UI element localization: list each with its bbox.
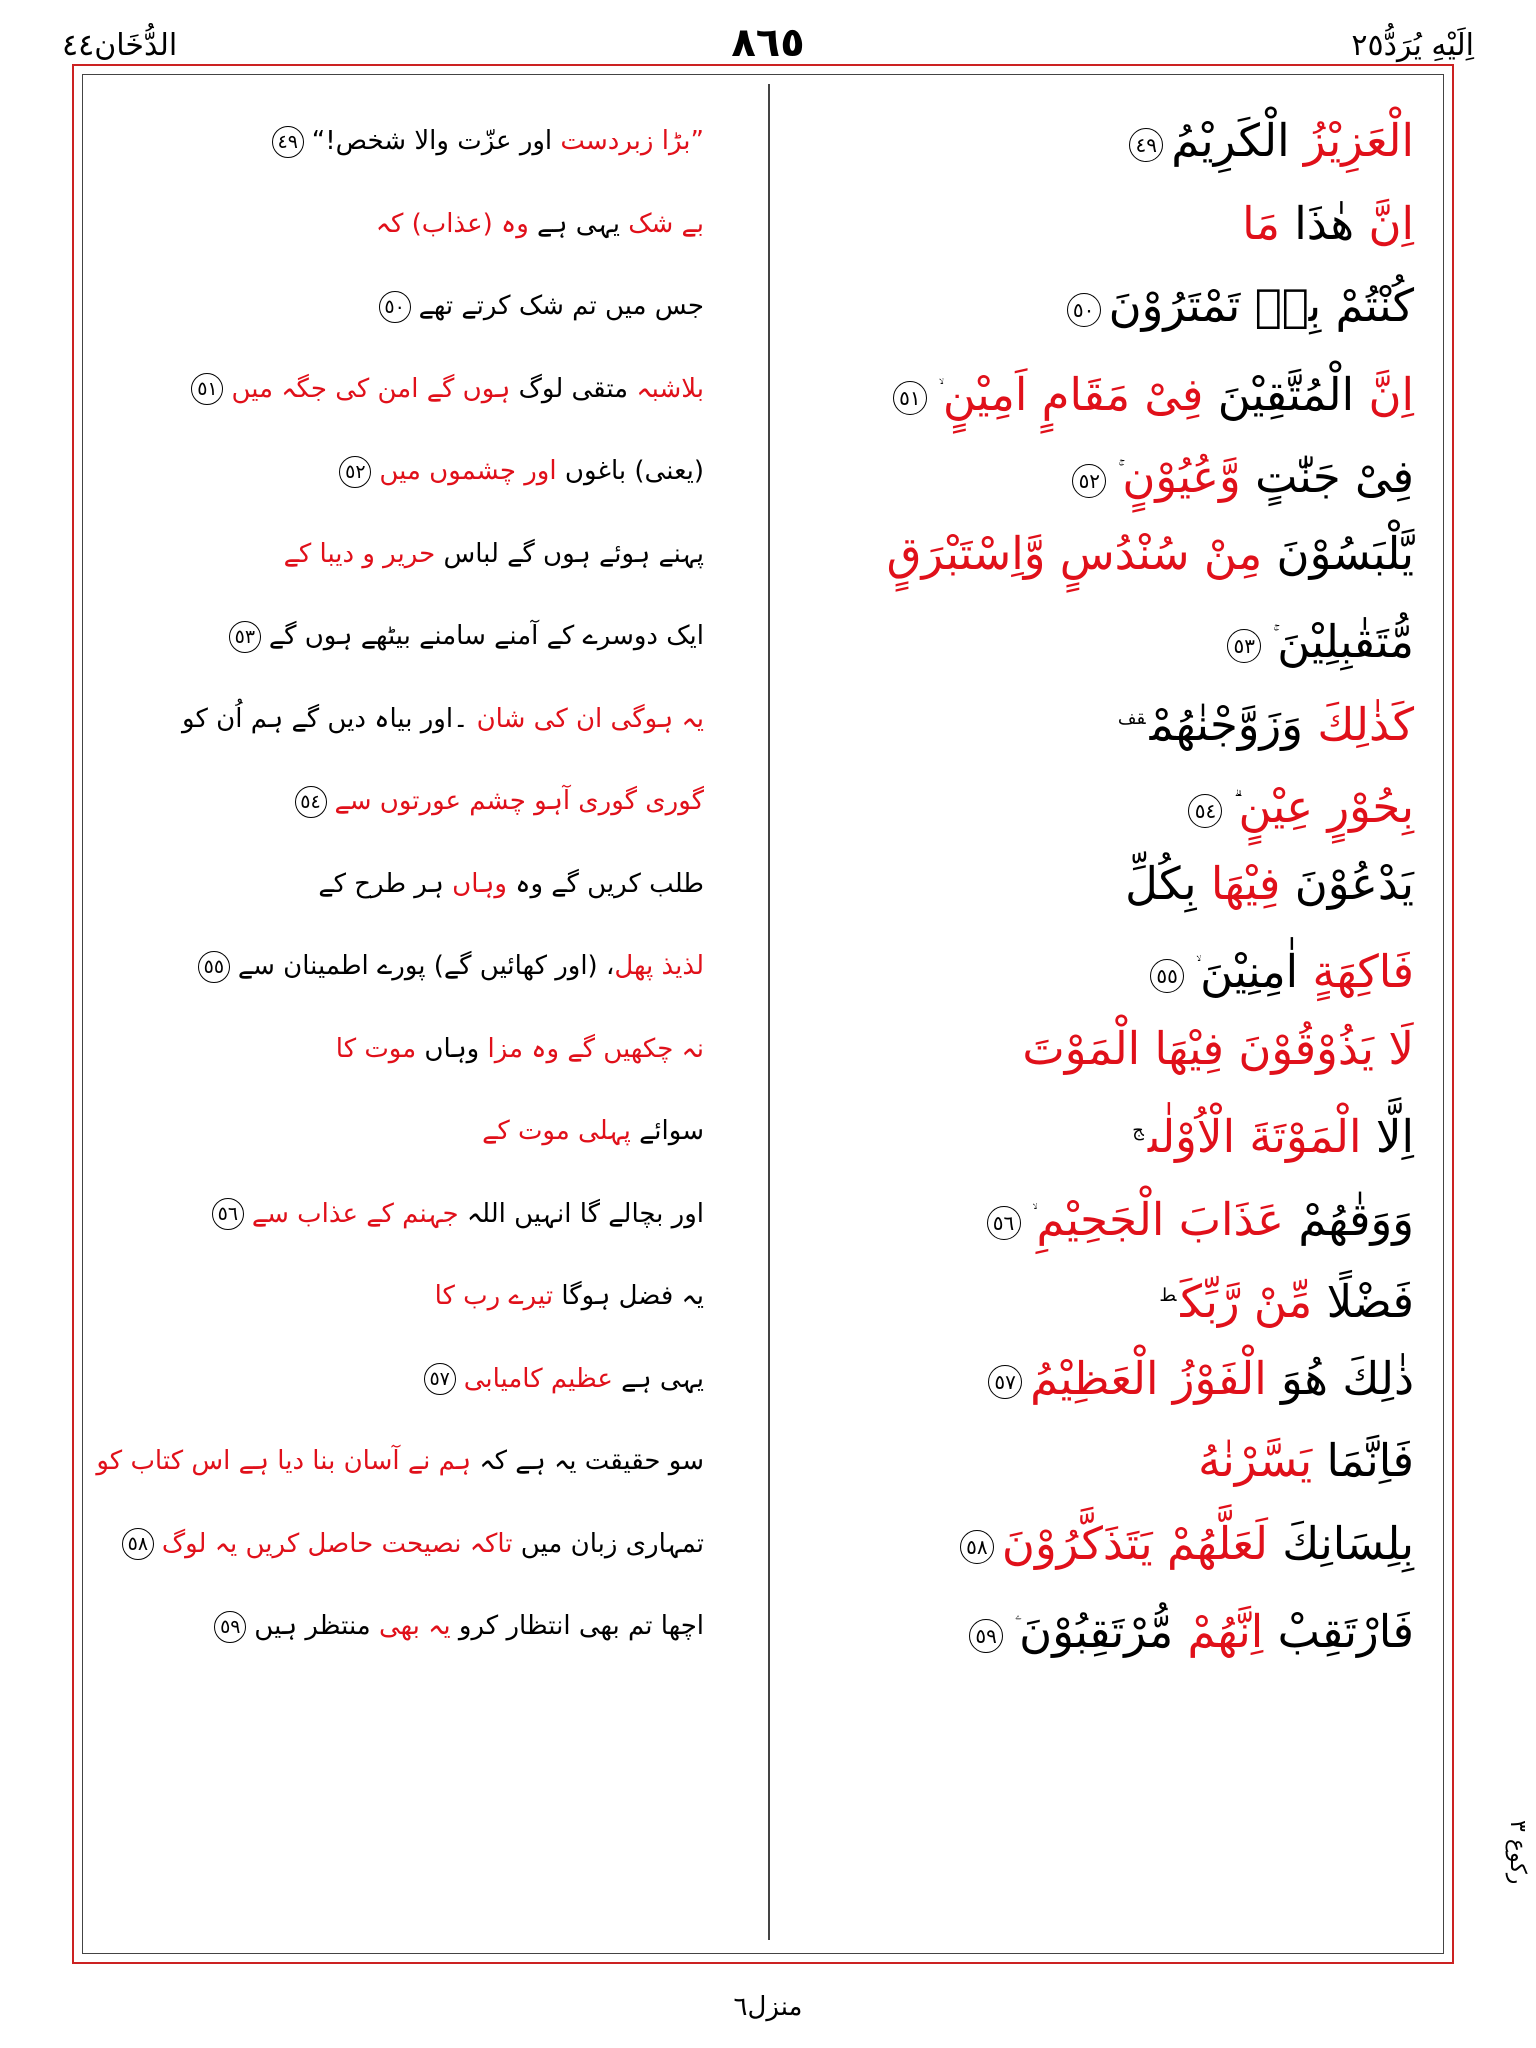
urdu-translation xyxy=(104,513,704,595)
arabic-segment: مُّتَقٰبِلِيْنَ xyxy=(1277,615,1414,668)
arabic-text xyxy=(794,1338,1414,1420)
urdu-segment: اچھا تم بھی انتظار کرو xyxy=(450,1611,704,1641)
arabic-text xyxy=(794,1255,1414,1343)
urdu-segment: یہ بھی xyxy=(379,1611,451,1641)
arabic-text xyxy=(794,760,1414,848)
urdu-segment: منتظر ہیں xyxy=(254,1611,379,1641)
arabic-segment: كُنْتُمْ بِهٖ تَمْتَرُوْنَ xyxy=(1108,279,1414,332)
arabic-text xyxy=(794,513,1414,595)
urdu-segment: طلب کریں گے وہ xyxy=(506,868,704,899)
arabic-segment: لَعَلَّهُمْ يَتَذَكَّرُوْنَ xyxy=(1001,1516,1268,1570)
urdu-segment: بلاشبہ xyxy=(636,373,704,404)
surah-name-header: الدُّخَان٤٤ xyxy=(62,28,178,63)
urdu-segment: تمہاری زبان میں xyxy=(512,1528,704,1559)
urdu-translation xyxy=(104,1090,704,1172)
ruku-marker: ركوع ٣ xyxy=(1505,1820,1530,1885)
ayah-number-marker: ٥٠ xyxy=(1067,293,1101,327)
arabic-text xyxy=(794,1420,1414,1502)
ayah-number-marker: ٥١ xyxy=(893,381,927,415)
arabic-segment: اِنَّ xyxy=(1368,196,1414,250)
ayah-number-marker: ٥٢ xyxy=(1072,464,1106,498)
urdu-segment: موت کا xyxy=(335,1033,417,1064)
ayah-number-marker: ٥٣ xyxy=(1227,629,1261,663)
ayah-number-marker: ٥٥ xyxy=(198,951,230,983)
waqf-mark: قف xyxy=(1117,707,1146,729)
arabic-segment: فَاِنَّمَا xyxy=(1312,1434,1414,1487)
urdu-segment: یہی ہے xyxy=(528,208,620,239)
urdu-translation xyxy=(104,265,704,347)
urdu-translation xyxy=(104,430,704,512)
arabic-segment: الْمَوْتَةَ الْاُوْلٰى xyxy=(1147,1110,1362,1163)
arabic-text xyxy=(794,100,1414,182)
arabic-segment: الْمُتَّقِيْنَ xyxy=(1203,367,1369,421)
arabic-text xyxy=(794,1173,1414,1261)
urdu-segment: اور بچالے گا انہیں اللہ xyxy=(458,1198,704,1229)
urdu-segment: متقی لوگ xyxy=(510,373,637,404)
verse-row xyxy=(82,265,1444,348)
arabic-segment: ذٰلِكَ هُوَ xyxy=(1266,1351,1414,1405)
urdu-segment: وہ (عذاب) کہ xyxy=(375,208,529,239)
arabic-segment: وَوَقٰهُمْ xyxy=(1284,1192,1414,1246)
ayah-number-marker: ٥٣ xyxy=(229,621,261,653)
arabic-segment: فَارْتَقِبْ xyxy=(1263,1605,1414,1658)
urdu-segment: تیرے رب کا xyxy=(434,1281,554,1311)
ayah-number-marker: ٥٥ xyxy=(1150,959,1184,993)
verse-row xyxy=(82,678,1444,761)
urdu-segment: یہ فضل ہوگا xyxy=(553,1281,704,1311)
urdu-translation xyxy=(104,1255,704,1337)
arabic-segment: مِّنْ رَّبِّكَ xyxy=(1180,1275,1313,1328)
urdu-segment: گوری گوری آہو چشم عورتوں سے xyxy=(334,786,704,816)
ayah-number-marker: ٥٨ xyxy=(122,1528,154,1560)
arabic-text xyxy=(794,430,1414,518)
verse-row xyxy=(82,1585,1444,1668)
arabic-segment: فِىْ مَقَامٍ اَمِيْنٍ xyxy=(942,367,1204,421)
verse-row xyxy=(82,430,1444,513)
verse-rows xyxy=(82,100,1444,1668)
arabic-segment: يَدْعُوْنَ xyxy=(1280,856,1414,910)
ayah-number-marker: ٥٢ xyxy=(339,456,371,488)
urdu-segment: ہوں گے امن کی جگہ میں xyxy=(231,373,511,404)
urdu-segment: لذیذ پھل xyxy=(614,951,704,981)
arabic-text xyxy=(794,595,1414,683)
urdu-segment: جہنم کے عذاب سے xyxy=(251,1198,459,1229)
verse-row xyxy=(82,513,1444,596)
ayah-number-marker: ٥١ xyxy=(191,373,223,405)
arabic-segment: بِحُوْرٍ عِيْنٍ xyxy=(1238,780,1414,833)
arabic-segment: فِيْهَا xyxy=(1140,1021,1239,1075)
arabic-text xyxy=(794,265,1414,347)
ayah-number-marker: ٥٨ xyxy=(960,1530,994,1564)
arabic-segment: فِىْ جَنّٰتٍ xyxy=(1240,450,1414,503)
arabic-segment: الْفَوْزُ الْعَظِيْمُ xyxy=(1030,1351,1267,1405)
verse-row xyxy=(82,1008,1444,1091)
urdu-segment: یہی ہے xyxy=(612,1363,704,1394)
arabic-segment: وَزَوَّجْنٰهُمْ xyxy=(1149,697,1318,751)
arabic-text xyxy=(794,925,1414,1013)
verse-row xyxy=(82,843,1444,926)
urdu-translation xyxy=(104,678,704,760)
urdu-translation xyxy=(96,1420,704,1502)
ayah-number-marker: ٤٩ xyxy=(1129,128,1163,162)
verse-row xyxy=(82,925,1444,1008)
arabic-segment: عَذَابَ الْجَحِيْمِ xyxy=(1036,1192,1285,1246)
ayah-number-marker: ٥٦ xyxy=(212,1198,244,1230)
page-number: ٨٦٥ xyxy=(731,20,805,66)
waqf-mark: ط xyxy=(1159,1285,1177,1306)
arabic-text xyxy=(794,1503,1414,1585)
arabic-segment: فِيْهَا xyxy=(1210,856,1281,910)
arabic-segment: فَضْلًا xyxy=(1312,1275,1414,1328)
verse-row xyxy=(82,1420,1444,1503)
arabic-segment: الْمَوْتَ xyxy=(1022,1021,1141,1075)
waqf-mark: ج xyxy=(1132,1120,1144,1141)
ayah-number-marker: ٥٧ xyxy=(424,1363,456,1395)
urdu-translation xyxy=(104,1585,704,1667)
arabic-text xyxy=(794,348,1414,436)
urdu-segment: یہ ہوگی ان کی شان xyxy=(476,703,704,734)
verse-row xyxy=(82,595,1444,678)
arabic-segment: بِلِسَانِكَ xyxy=(1267,1516,1414,1570)
verse-row xyxy=(82,1338,1444,1421)
arabic-text xyxy=(794,843,1414,925)
arabic-segment: بِكُلِّ xyxy=(1125,856,1211,910)
arabic-segment: اِنَّهُمْ xyxy=(1187,1605,1264,1658)
verse-row xyxy=(82,760,1444,843)
verse-row xyxy=(82,1503,1444,1586)
arabic-segment: يَّلْبَسُوْنَ xyxy=(1262,526,1414,580)
urdu-translation xyxy=(104,1338,704,1420)
verse-row xyxy=(82,1255,1444,1338)
urdu-translation xyxy=(104,760,704,842)
urdu-translation xyxy=(104,1503,704,1585)
urdu-segment: ۔اور بیاہ دیں گے ہم اُن کو xyxy=(182,703,477,734)
arabic-segment: لَا يَذُوْقُوْنَ xyxy=(1238,1021,1414,1075)
urdu-segment: سوائے xyxy=(630,1116,704,1146)
ayah-number-marker: ٥٤ xyxy=(295,786,327,818)
urdu-segment: بے شک xyxy=(619,208,704,239)
verse-row xyxy=(82,1090,1444,1173)
urdu-segment: عظیم کامیابی xyxy=(463,1363,613,1394)
arabic-text xyxy=(794,183,1414,265)
urdu-segment: ، (اور کھائیں گے) پورے اطمینان سے xyxy=(237,951,615,981)
urdu-translation xyxy=(104,1173,704,1255)
ayah-number-marker: ٥٧ xyxy=(988,1365,1022,1399)
urdu-segment: پہنے ہوئے ہوں گے لباس xyxy=(435,538,704,569)
arabic-segment: اِنَّ xyxy=(1368,367,1414,421)
urdu-translation xyxy=(104,100,704,182)
urdu-segment: وہاں xyxy=(452,868,507,899)
urdu-segment: ہم نے آسان بنا دیا ہے اس کتاب کو xyxy=(96,1446,472,1476)
arabic-segment: وَّعُيُوْنٍ xyxy=(1122,450,1241,503)
ayah-number-marker: ٥٤ xyxy=(1188,794,1222,828)
urdu-translation xyxy=(104,348,704,430)
urdu-segment: نہ چکھیں گے وہ مزا xyxy=(487,1033,704,1064)
manzil-footer: منزل٦ xyxy=(733,1992,803,2022)
arabic-text xyxy=(794,1585,1414,1673)
ayah-number-marker: ٥٩ xyxy=(214,1611,246,1643)
urdu-translation xyxy=(104,1008,704,1090)
arabic-text xyxy=(794,1008,1414,1090)
verse-row xyxy=(82,100,1444,183)
urdu-segment: جس میں تم شک کرتے تھے xyxy=(418,291,704,321)
ayah-number-marker: ٥٠ xyxy=(379,291,411,323)
ayah-number-marker: ٥٦ xyxy=(987,1206,1021,1240)
arabic-segment: مَا xyxy=(1242,196,1280,250)
ayah-number-marker: ٤٩ xyxy=(272,126,304,158)
urdu-translation xyxy=(104,595,704,677)
arabic-segment: اِلَّا xyxy=(1361,1110,1414,1163)
urdu-segment: ”بڑا زبردست xyxy=(560,126,704,156)
ayah-number-marker: ٥٩ xyxy=(969,1619,1003,1653)
arabic-segment: هٰذَا xyxy=(1279,196,1369,250)
urdu-segment: اور عزّت والا شخص!“ xyxy=(311,126,561,156)
arabic-segment: كَذٰلِكَ xyxy=(1317,697,1414,751)
urdu-segment: ایک دوسرے کے آمنے سامنے بیٹھے ہوں گے xyxy=(268,621,704,651)
urdu-segment: (یعنی) باغوں xyxy=(556,456,704,486)
urdu-translation xyxy=(104,183,704,265)
verse-row xyxy=(82,183,1444,266)
urdu-segment: وہاں xyxy=(416,1033,488,1064)
urdu-segment: تاکہ نصیحت حاصل کریں یہ لوگ xyxy=(161,1528,513,1559)
urdu-segment: اور چشموں میں xyxy=(379,456,557,486)
juz-name-header: اِلَيْهِ يُرَدُّ٢٥ xyxy=(1351,28,1474,63)
arabic-segment: يَسَّرْنٰهُ xyxy=(1198,1434,1313,1487)
urdu-translation xyxy=(104,925,704,1007)
verse-row xyxy=(82,1173,1444,1256)
urdu-segment: سو حقیقت یہ ہے کہ xyxy=(471,1446,704,1476)
urdu-segment: حریر و دیبا کے xyxy=(283,538,436,569)
arabic-text xyxy=(794,678,1414,766)
arabic-segment: اٰمِنِيْنَ xyxy=(1200,945,1313,998)
arabic-segment: مُّرْتَقِبُوْنَ xyxy=(1019,1605,1188,1658)
verse-row xyxy=(82,348,1444,431)
urdu-segment: پہلی موت کے xyxy=(482,1116,631,1146)
urdu-segment: ہر طرح کے xyxy=(318,868,453,899)
arabic-segment: مِنْ سُنْدُسٍ وَّاِسْتَبْرَقٍ xyxy=(886,526,1263,580)
arabic-segment: فَاكِهَةٍ xyxy=(1312,945,1414,998)
arabic-segment: الْعَزِيْزُ xyxy=(1303,114,1414,167)
arabic-text xyxy=(794,1090,1414,1178)
urdu-translation xyxy=(104,843,704,925)
arabic-segment: الْكَرِيْمُ xyxy=(1171,114,1304,167)
